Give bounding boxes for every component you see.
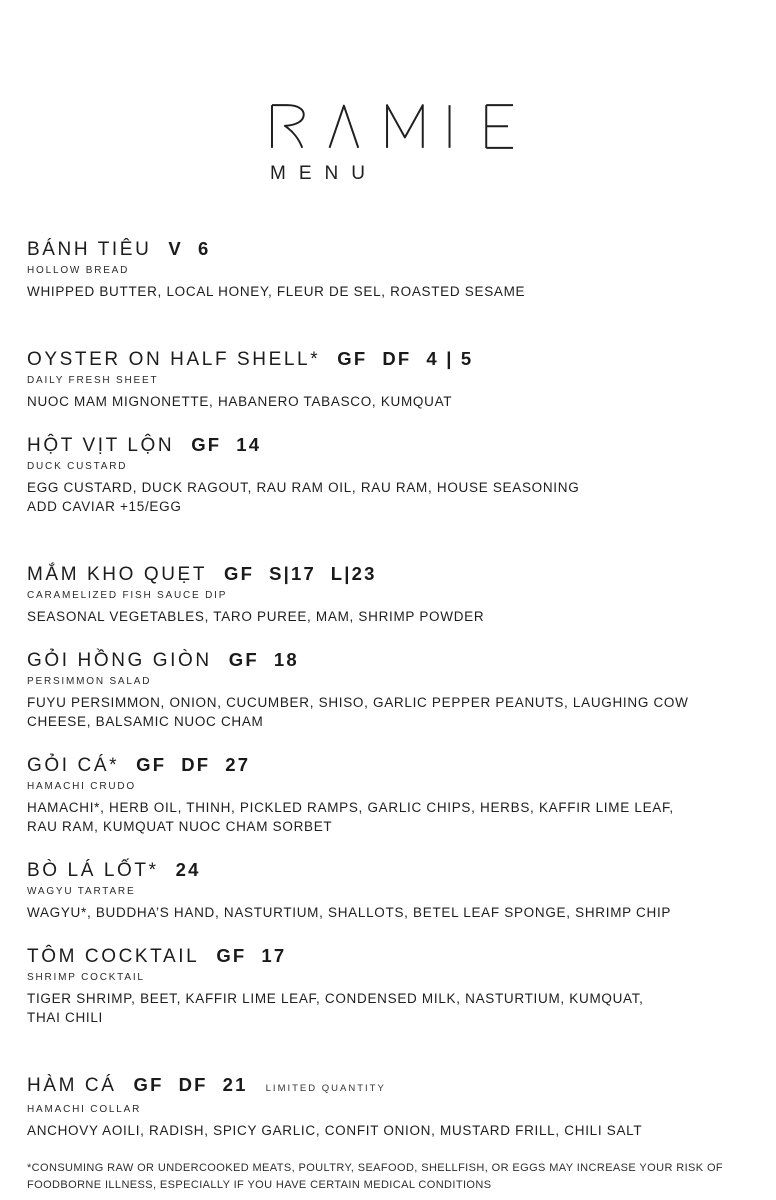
dish-name: BÒ LÁ LỐT* <box>27 860 159 881</box>
menu-item <box>27 237 758 301</box>
dish-price: 17 <box>261 945 287 966</box>
menu-item <box>27 433 758 516</box>
dish-price: S|17 L|23 <box>269 563 377 584</box>
dish-subtitle: HOLLOW BREAD <box>27 265 130 276</box>
dish-subtitle: HAMACHI CRUDO <box>27 781 136 792</box>
dish-price: 24 <box>175 859 201 880</box>
dish-note: LIMITED QUANTITY <box>265 1083 386 1094</box>
menu-item <box>27 753 758 836</box>
dish-name: HÀM CÁ <box>27 1075 117 1096</box>
dietary-tag: DF <box>382 348 412 369</box>
menu-group <box>27 562 758 1027</box>
dish-name: OYSTER ON HALF SHELL* <box>27 349 321 370</box>
dietary-tag: GF <box>136 754 167 775</box>
description-line: HAMACHI*, HERB OIL, THINH, PICKLED RAMPS, GARLIC CHIPS, HERBS, KAFFIR LIME LEAF, <box>27 800 674 815</box>
disclaimer-line-1: *CONSUMING RAW OR UNDERCOOKED MEATS, POULTRY, SEAFOOD, SHELLFISH, OR EGGS MAY INCREASE YOUR RISK OF <box>27 1162 724 1174</box>
dish-subtitle: SHRIMP COCKTAIL <box>27 972 145 983</box>
dish-description <box>27 478 758 516</box>
dish-name: MẮM KHO QUẸT <box>27 564 208 585</box>
dish-description <box>27 903 758 922</box>
dietary-tag: V <box>168 238 183 259</box>
menu-subtitle: MENU <box>270 163 378 184</box>
dish-name: HỘT VỊT LỘN <box>27 435 175 456</box>
description-line: EGG CUSTARD, DUCK RAGOUT, RAU RAM OIL, RAU RAM, HOUSE SEASONING <box>27 480 580 495</box>
dietary-tag: GF <box>133 1074 164 1095</box>
dish-price: 18 <box>273 649 299 670</box>
dietary-tag: GF <box>224 563 255 584</box>
description-line: ANCHOVY AOILI, RADISH, SPICY GARLIC, CONFIT ONION, MUSTARD FRILL, CHILI SALT <box>27 1123 643 1138</box>
dish-price: 6 <box>197 238 211 259</box>
footer-disclaimer <box>27 1160 758 1193</box>
menu-item <box>27 347 758 411</box>
dietary-tag: GF <box>191 434 222 455</box>
dish-description <box>27 989 758 1027</box>
dietary-tag: GF <box>216 945 247 966</box>
description-line: CHEESE, BALSAMIC NUOC CHAM <box>27 714 264 729</box>
item-title-row <box>27 858 758 883</box>
description-line: WHIPPED BUTTER, LOCAL HONEY, FLEUR DE SEL, ROASTED SESAME <box>27 284 526 299</box>
dish-subtitle: WAGYU TARTARE <box>27 886 136 897</box>
item-title-row <box>27 237 758 262</box>
header <box>27 0 758 185</box>
dish-subtitle: PERSIMMON SALAD <box>27 676 152 687</box>
dish-name: GỎI HỒNG GIÒN <box>27 650 212 671</box>
dish-price: 21 <box>222 1074 248 1095</box>
dish-price: 27 <box>225 754 251 775</box>
menu-item <box>27 562 758 626</box>
dish-price: 14 <box>236 434 262 455</box>
dietary-tag: DF <box>178 1074 208 1095</box>
menu-group <box>27 1073 758 1140</box>
menu-group <box>27 237 758 301</box>
description-line: FUYU PERSIMMON, ONION, CUCUMBER, SHISO, GARLIC PEPPER PEANUTS, LAUGHING COW <box>27 695 689 710</box>
description-line: RAU RAM, KUMQUAT NUOC CHAM SORBET <box>27 819 333 834</box>
dietary-tag: DF <box>181 754 211 775</box>
dish-description <box>27 798 758 836</box>
menu-item <box>27 648 758 731</box>
dish-subtitle: DUCK CUSTARD <box>27 461 128 472</box>
dish-description <box>27 607 758 626</box>
dish-subtitle: HAMACHI COLLAR <box>27 1104 142 1115</box>
dish-name: GỎI CÁ* <box>27 755 120 776</box>
description-line: THAI CHILI <box>27 1010 104 1025</box>
description-line: SEASONAL VEGETABLES, TARO PUREE, MAM, SHRIMP POWDER <box>27 609 485 624</box>
menu-item <box>27 1073 758 1140</box>
menu-item <box>27 858 758 922</box>
menu-group <box>27 347 758 516</box>
dish-description <box>27 693 758 731</box>
dish-name: BÁNH TIÊU <box>27 239 152 260</box>
description-line: ADD CAVIAR +15/EGG <box>27 499 182 514</box>
dish-description <box>27 1121 758 1140</box>
item-title-row <box>27 753 758 778</box>
dish-price: 4 | 5 <box>426 348 474 369</box>
item-title-row <box>27 562 758 587</box>
logo-block <box>270 103 515 185</box>
item-title-row <box>27 648 758 673</box>
menu-item <box>27 944 758 1027</box>
description-line: WAGYU*, BUDDHA’S HAND, NASTURTIUM, SHALLOTS, BETEL LEAF SPONGE, SHRIMP CHIP <box>27 905 672 920</box>
item-title-row <box>27 433 758 458</box>
dish-name: TÔM COCKTAIL <box>27 946 200 967</box>
item-title-row <box>27 944 758 969</box>
menu-groups <box>27 237 758 1140</box>
dish-description <box>27 392 758 411</box>
item-title-row <box>27 347 758 372</box>
dish-subtitle: DAILY FRESH SHEET <box>27 375 159 386</box>
item-title-row <box>27 1073 758 1101</box>
dish-subtitle: CARAMELIZED FISH SAUCE DIP <box>27 590 228 601</box>
ramie-logo <box>270 103 515 150</box>
dietary-tag: GF <box>228 649 259 670</box>
dish-description <box>27 282 758 301</box>
description-line: NUOC MAM MIGNONETTE, HABANERO TABASCO, KUMQUAT <box>27 394 453 409</box>
disclaimer-line-2: FOODBORNE ILLNESS, ESPECIALLY IF YOU HAVE CERTAIN MEDICAL CONDITIONS <box>27 1178 492 1191</box>
description-line: TIGER SHRIMP, BEET, KAFFIR LIME LEAF, CONDENSED MILK, NASTURTIUM, KUMQUAT, <box>27 991 644 1006</box>
dietary-tag: GF <box>337 348 368 369</box>
